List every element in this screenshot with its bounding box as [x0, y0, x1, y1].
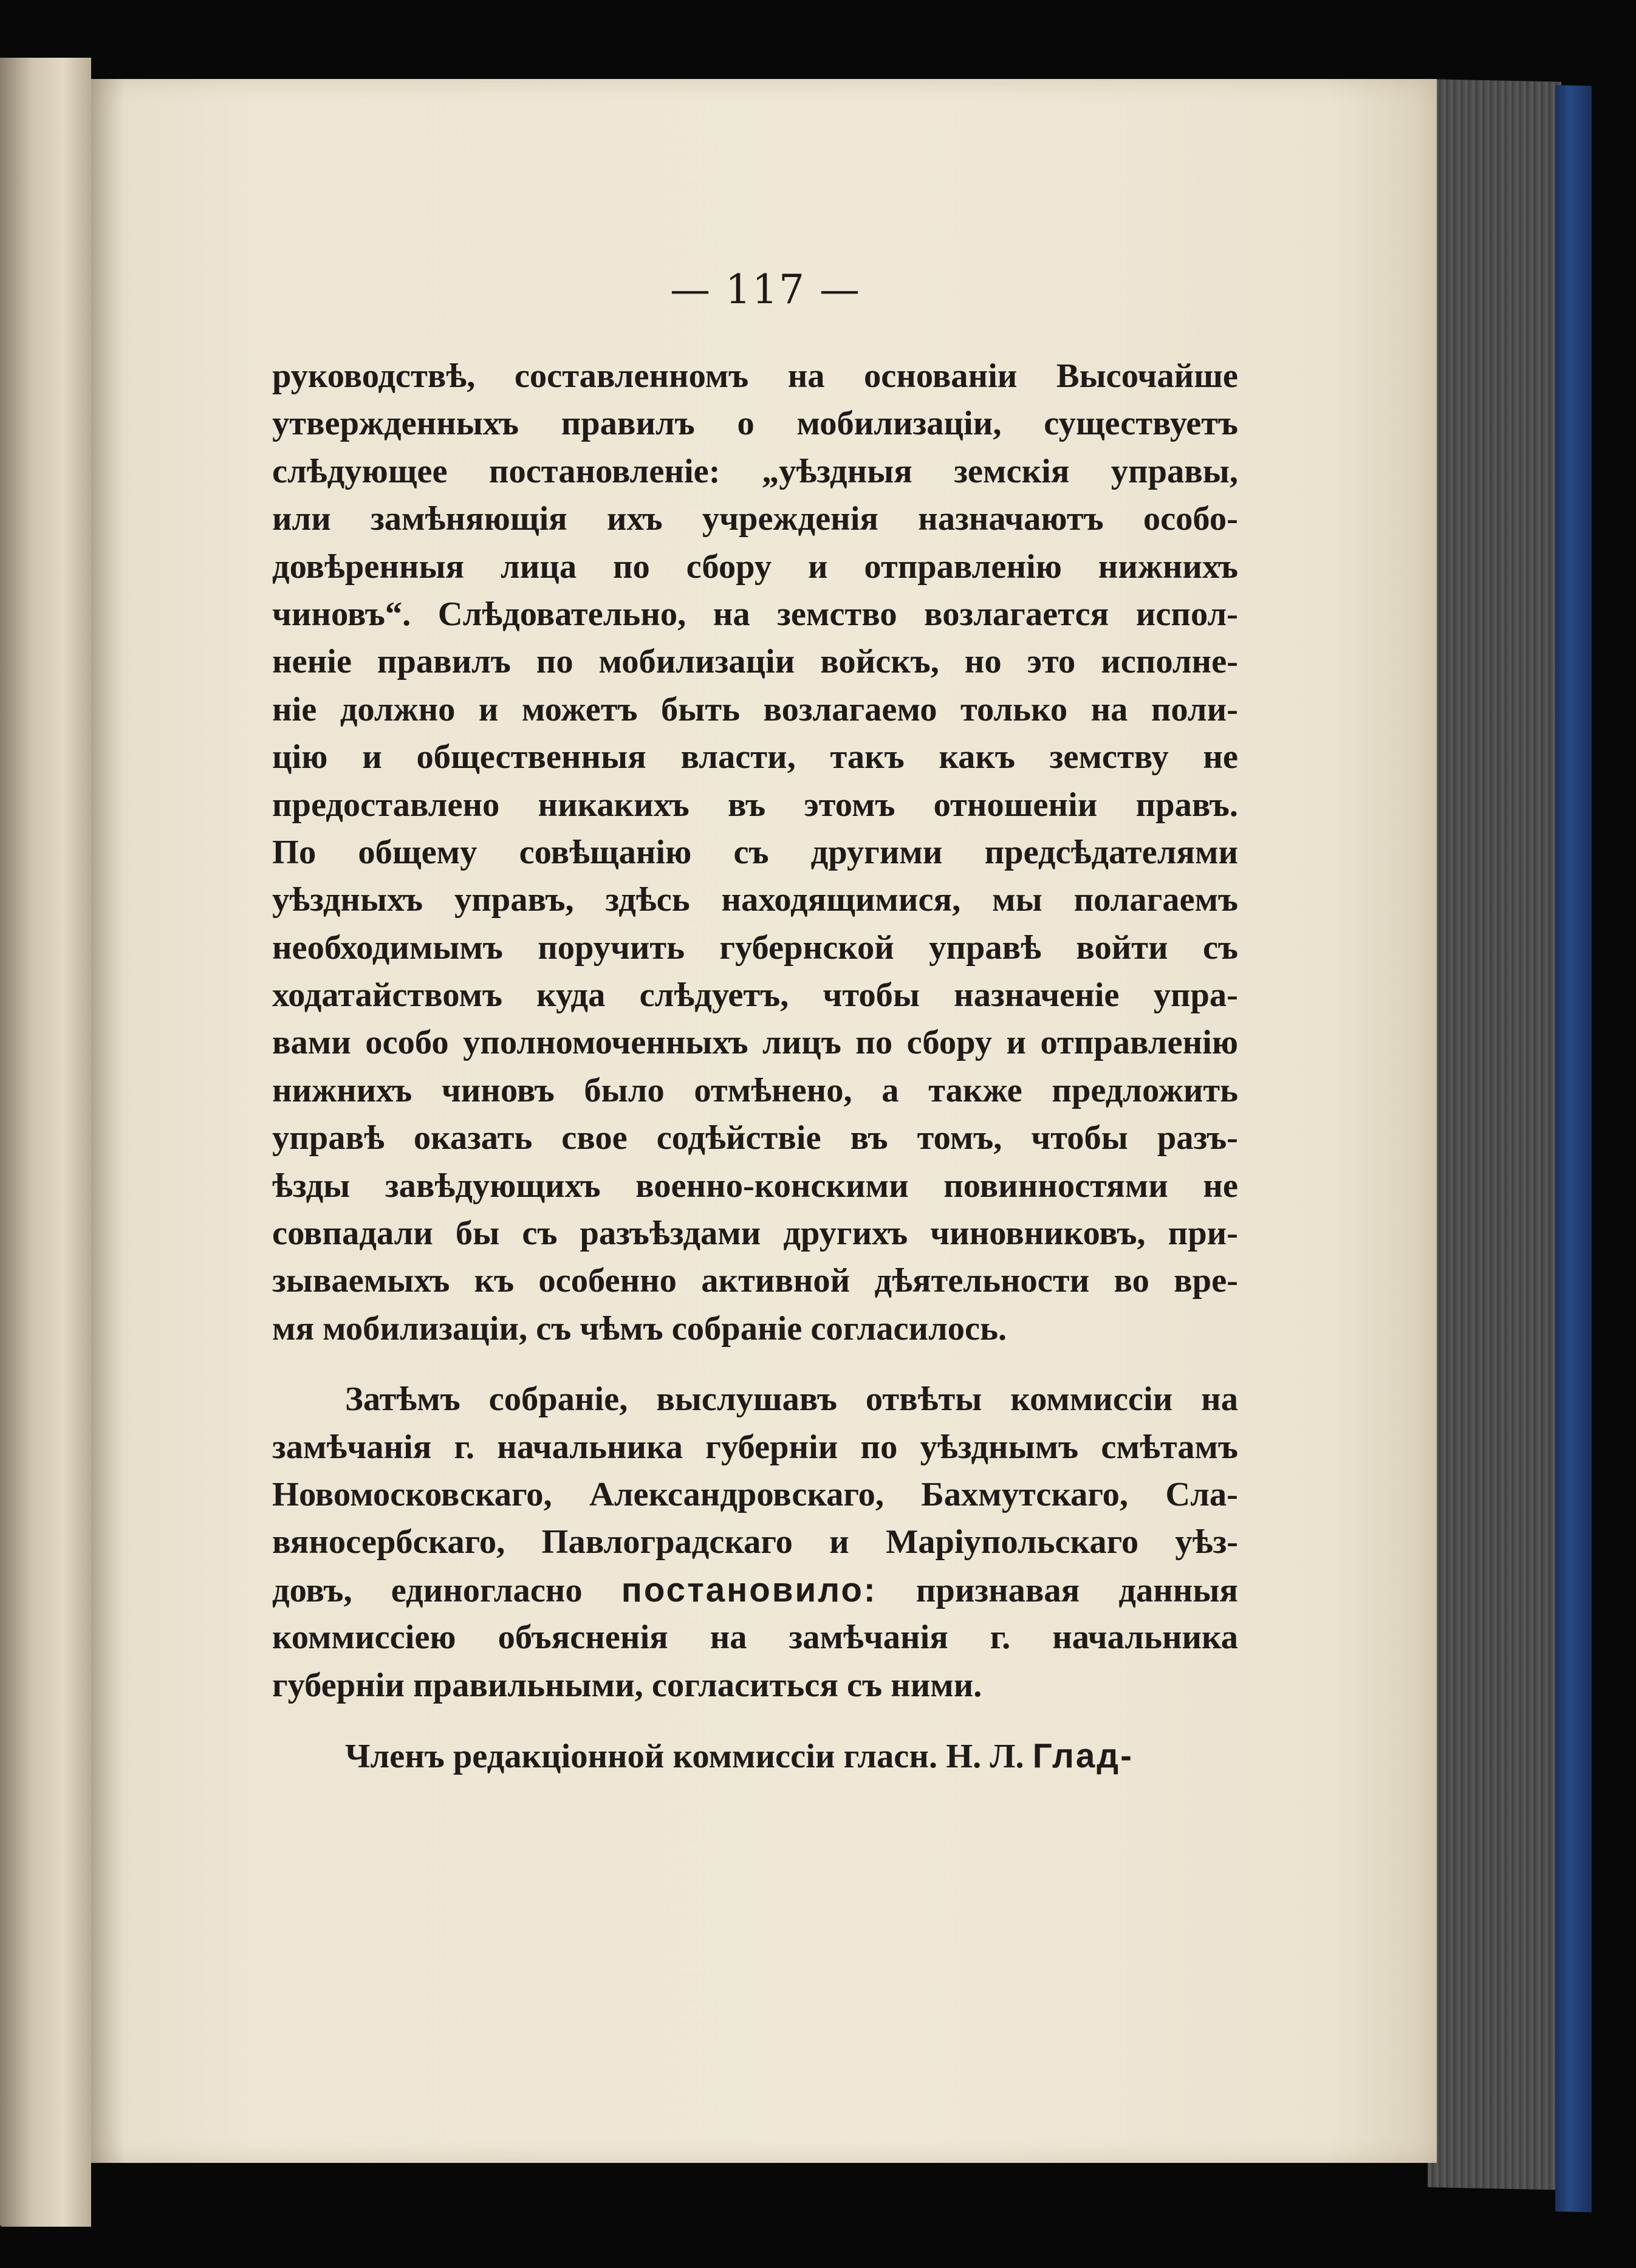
text-run: признавая данныя	[877, 1571, 1238, 1609]
text-run: Членъ редакцiонной коммиссiи гласн. Н. Л.	[345, 1737, 1033, 1775]
text-line: слѣдующее постановленiе: „уѣздныя земскiя управы,	[272, 452, 1238, 490]
text-line: зываемыхъ къ особенно активной дѣятельности во вре-	[272, 1262, 1238, 1300]
text-line: уѣздныхъ управъ, здѣсь находящимися, мы полагаемъ	[272, 881, 1238, 919]
book-fore-edge	[1428, 79, 1561, 2190]
text-line: замѣчанiя г. начальника губернiи по уѣзднымъ смѣтамъ	[272, 1428, 1238, 1466]
text-line: нiе должно и можетъ быть возлагаемо только на поли-	[272, 690, 1238, 728]
text-line: ненiе правилъ по мобилизацiи войскъ, но это исполне-	[272, 643, 1238, 681]
text-line: вами особо уполномоченныхъ лицъ по сбору и отправленiю	[272, 1024, 1238, 1062]
text-line: чиновъ“. Слѣдовательно, на земство возлагается испол-	[272, 595, 1238, 633]
text-line: довѣренныя лица по сбору и отправленiю нижнихъ	[272, 547, 1238, 586]
text-line: совпадали бы съ разъѣздами другихъ чиновниковъ, при-	[272, 1215, 1238, 1253]
text-line: вяносербскаго, Павлоградскаго и Марiупольскаго уѣз-	[272, 1523, 1238, 1561]
text-line: ѣзды завѣдующихъ военно-конскими повинностями не	[272, 1167, 1238, 1205]
text-run: довъ, единогласно	[272, 1571, 621, 1609]
text-line-resolution	[272, 1566, 1238, 1614]
resolution-keyword: постановило:	[621, 1570, 877, 1609]
paragraph-gap	[272, 1352, 1238, 1376]
paragraph-1	[272, 352, 1238, 1352]
paragraph-2	[272, 1376, 1238, 1709]
text-line: Затѣмъ собранiе, выслушавъ отвѣты коммиссiи на	[345, 1380, 1238, 1419]
book-cover-edge	[1555, 85, 1592, 2212]
text-line: коммиссiею объясненiя на замѣчанiя г. начальника	[272, 1619, 1238, 1657]
paragraph-gap	[272, 1709, 1238, 1732]
text-line-speaker	[272, 1732, 1238, 1780]
text-line: необходимымъ поручить губернской управѣ войти съ	[272, 928, 1238, 967]
text-line: руководствѣ, составленномъ на основанiи Высочайше	[272, 357, 1238, 395]
text-line: предоставлено никакихъ въ этомъ отношенiи правъ.	[272, 786, 1238, 824]
text-line: нижнихъ чиновъ было отмѣнено, а также предложить	[272, 1071, 1238, 1109]
text-line: мя мобилизацiи, съ чѣмъ собранiе согласилось.	[272, 1309, 1007, 1348]
text-line: По общему совѣщанiю съ другими предсѣдателями	[272, 833, 1238, 871]
previous-page-edge	[0, 58, 91, 2227]
text-line: утвержденныхъ правилъ о мобилизацiи, существуетъ	[272, 405, 1238, 443]
paragraph-3	[272, 1732, 1238, 1780]
speaker-name: Глад-	[1032, 1736, 1134, 1775]
text-line: управѣ оказать свое содѣйствiе въ томъ, чтобы разъ-	[272, 1119, 1238, 1157]
text-line: цiю и общественныя власти, такъ какъ земству не	[272, 738, 1238, 776]
text-line: губернiи правильными, согласиться съ ними.	[272, 1666, 982, 1704]
text-line: или замѣняющiя ихъ учрежденiя назначаютъ особо-	[272, 500, 1238, 538]
text-line: Новомосковскаго, Александровскаго, Бахмутскаго, Сла-	[272, 1475, 1238, 1513]
page-number: — 117 —	[670, 266, 861, 313]
text-line: ходатайствомъ куда слѣдуетъ, чтобы назначенiе упра-	[272, 976, 1238, 1015]
page-text	[272, 352, 1238, 1780]
